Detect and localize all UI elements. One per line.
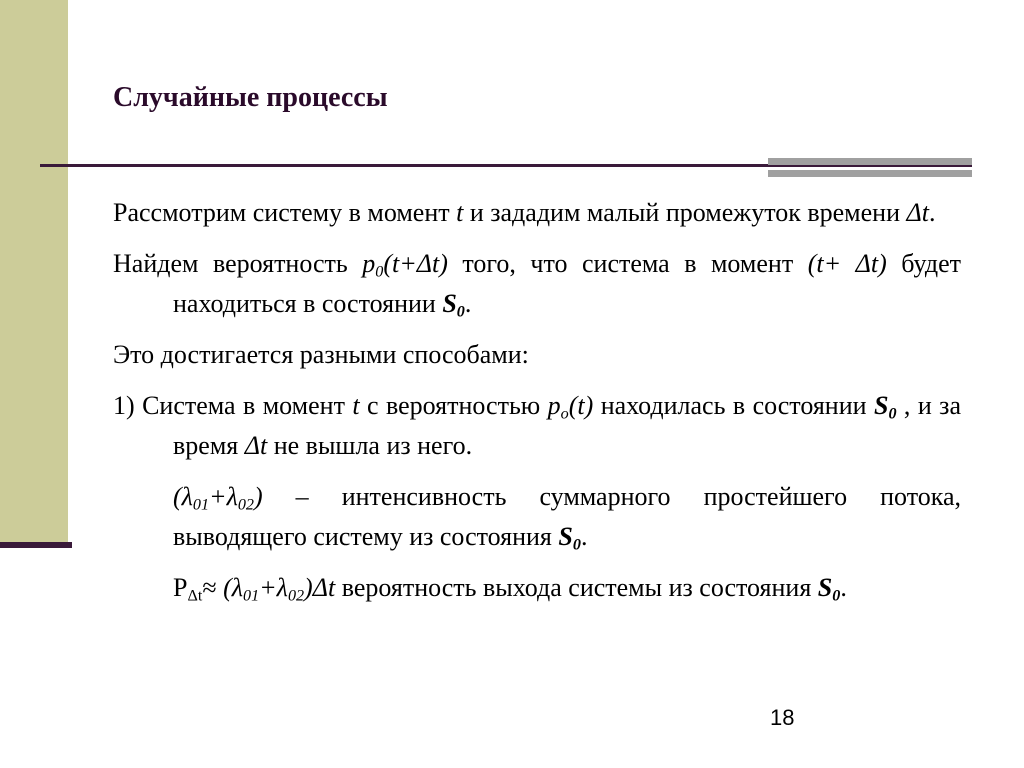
side-decor-bar [0,0,68,542]
paragraph-2: Найдем вероятность $p_0(t+\Delta t)$ того, что система в момент (t+ Δt) будет находиться в состоянии $S_0$. [113,249,961,321]
paragraph-5: $(\lambda_{01}+\lambda_{02})$ – интенсивность суммарного простейшего потока, выводящего систему из состояния $S_0$. [173,482,961,554]
paragraph-4: 1) Система в момент t с вероятностью $p_o(t)$ находилась в состоянии $S_0$ , и за время Δt не вышла из него. [113,391,961,460]
paragraph-3: Это достигается разными способами: [113,340,529,369]
side-decor-line [0,542,72,548]
paragraph-6: $P_{\Delta t}\approx (\lambda_{01}+\lambda_{02})\Delta t$ вероятность выхода системы из состояния $S_0$. [173,573,847,605]
divider-accent-top [768,158,972,165]
slide-body [113,193,961,619]
paragraph-1: Рассмотрим систему в момент t и зададим малый промежуток времени Δt. [113,198,936,227]
divider-accent-bottom [768,170,972,177]
slide-title: Случайные процессы [113,82,388,113]
page-number: 18 [770,705,795,730]
